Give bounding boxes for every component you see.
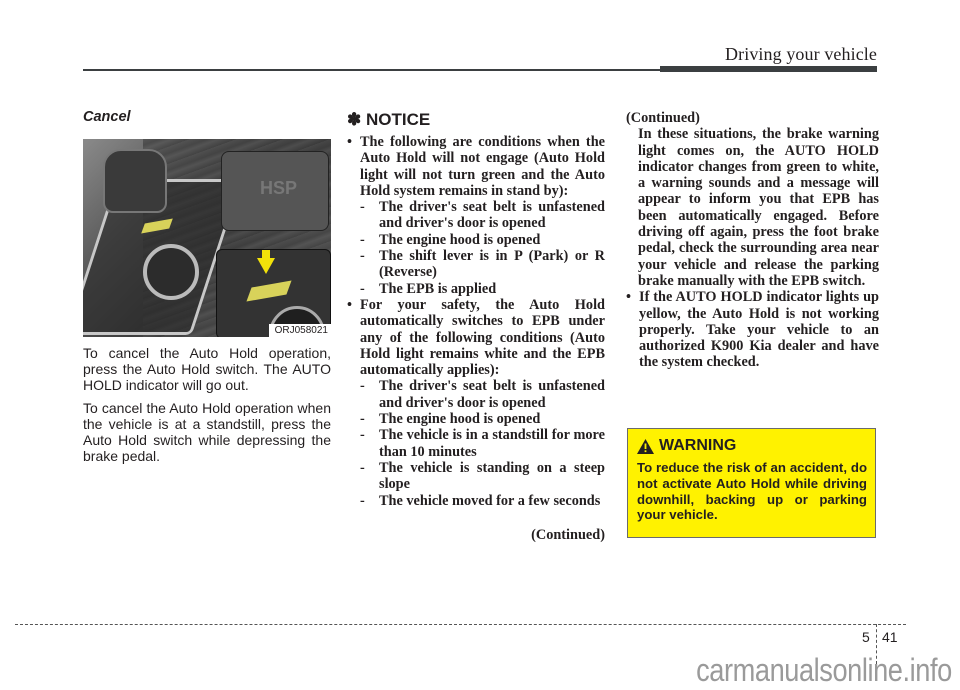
condition-list xyxy=(360,378,605,508)
chapter-number: 5 xyxy=(862,629,870,645)
bullet-text: For your safety, the Auto Hold automatically switches to EPB under any of the following conditions (Auto Hold light remains white and the EPB automatically applies): xyxy=(360,296,605,379)
condition-list xyxy=(360,199,605,297)
inset-indicator xyxy=(221,151,329,231)
condition-item: - The vehicle moved for a few seconds xyxy=(360,493,605,509)
condition-item: - The EPB is applied xyxy=(360,281,605,297)
bullet-text: The following are conditions when the Auto Hold will not engage (Auto Hold light will not turn green and the Auto Hold system remains in stand by): xyxy=(360,134,605,199)
left-column xyxy=(83,109,331,464)
auto-hold-switch-figure xyxy=(83,139,331,337)
figure-caption: ORJ058021 xyxy=(269,324,331,337)
notice-bullet xyxy=(347,134,605,297)
right-bullets xyxy=(626,289,879,370)
warning-triangle-icon xyxy=(637,439,654,454)
condition-item: - The shift lever is in P (Park) or R (Reverse) xyxy=(360,248,605,281)
notice-bullet xyxy=(347,297,605,509)
controller-knob xyxy=(143,244,199,300)
inset-label: HSP xyxy=(260,178,298,198)
cancel-heading: Cancel xyxy=(83,109,131,125)
arrow-down-icon xyxy=(257,258,275,274)
continuation-text: In these situations, the brake warning light comes on, the AUTO HOLD indicator changes from green to white, a warning sounds and a message will appear to inform you that EPB has been automatically engaged. Before driving off again, press the foot brake pedal, check the surrounding area near your vehicle and release the parking brake manually with the EPB switch. xyxy=(638,126,879,289)
notice-title: NOTICE xyxy=(365,110,431,129)
header-rule-thin xyxy=(83,69,663,71)
condition-item: - The vehicle is in a standstill for more than 10 minutes xyxy=(360,427,605,460)
condition-item: - The driver's seat belt is unfastened and driver's door is opened xyxy=(360,378,605,411)
warning-box xyxy=(627,428,876,538)
asterisk-icon: ✽ xyxy=(347,110,362,129)
continued-label: (Continued) xyxy=(626,110,700,126)
notice-bullets xyxy=(347,134,605,509)
warning-text: To reduce the risk of an accident, do not activate Auto Hold while driving downhill, backing up or parking your vehicle. xyxy=(637,460,867,523)
warning-title: WARNING xyxy=(659,437,737,454)
notice-column xyxy=(347,110,605,543)
notice-bullet: • If the AUTO HOLD indicator lights up yellow, the Auto Hold is not working properly. Take your vehicle to an authorized K900 Kia dealer and have the system checked. xyxy=(626,289,879,370)
warning-heading xyxy=(637,437,867,455)
watermark: carmanualsonline.info xyxy=(696,652,952,688)
cancel-paragraph-1: To cancel the Auto Hold operation, press the Auto Hold switch. The AUTO HOLD indicator will go out. xyxy=(83,345,331,394)
header-rule-thick xyxy=(660,66,877,72)
page-number: 41 xyxy=(882,629,898,645)
section-title: Driving your vehicle xyxy=(725,44,877,64)
right-column xyxy=(626,110,879,371)
condition-item: - The engine hood is opened xyxy=(360,411,605,427)
condition-item: - The driver's seat belt is unfastened and driver's door is opened xyxy=(360,199,605,232)
footer-rule xyxy=(15,624,906,625)
condition-item: - The engine hood is opened xyxy=(360,232,605,248)
gear-shifter xyxy=(103,149,167,213)
cancel-paragraph-2: To cancel the Auto Hold operation when the vehicle is at a standstill, press the Auto Hold switch while depressing the brake pedal. xyxy=(83,399,331,465)
continued-label: (Continued) xyxy=(531,526,605,543)
condition-item: - The vehicle is standing on a steep slope xyxy=(360,460,605,493)
notice-heading xyxy=(347,110,605,130)
auto-hold-switch-highlight xyxy=(246,280,291,301)
